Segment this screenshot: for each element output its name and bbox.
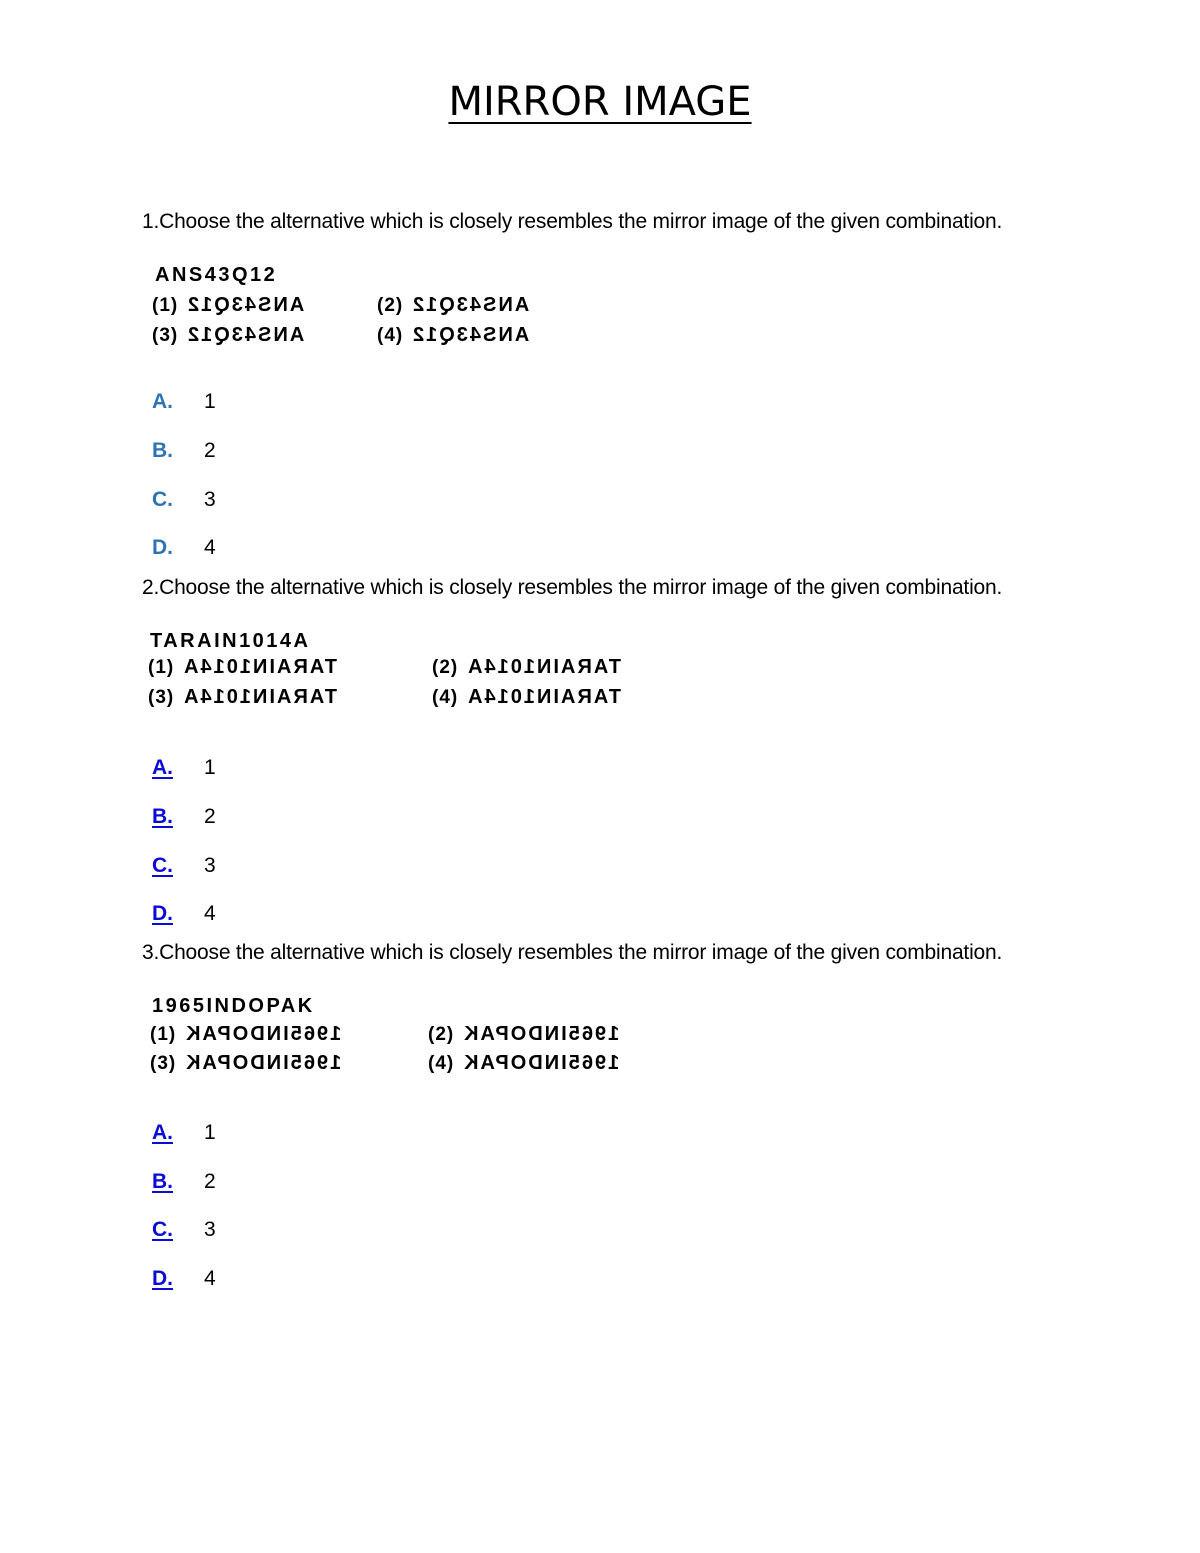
- question-3: [142, 940, 1042, 1074]
- answer-letter: C.: [152, 488, 173, 511]
- answer-b[interactable]: [152, 1169, 216, 1195]
- question-text: 1.Choose the alternative which is closely resembles the mirror image of the given combination.: [142, 210, 1003, 233]
- option-3: [150, 1051, 341, 1076]
- question-2: [142, 575, 1042, 708]
- option-3: [152, 323, 305, 348]
- option-number: (3): [152, 325, 179, 346]
- answer-value: 2: [204, 1170, 216, 1193]
- option-number: (1): [150, 1024, 177, 1045]
- answer-value: 4: [204, 1267, 216, 1290]
- answer-letter[interactable]: C.: [152, 854, 173, 877]
- option-number: (4): [428, 1053, 455, 1074]
- answer-value: 4: [204, 902, 216, 925]
- question-1: [142, 209, 1042, 346]
- answer-letter[interactable]: B.: [152, 805, 173, 828]
- answer-a[interactable]: [152, 755, 216, 781]
- page-title: [0, 78, 1200, 126]
- answer-value: 3: [204, 1218, 216, 1241]
- option-4: [377, 323, 530, 348]
- option-2: [377, 293, 530, 318]
- answer-b[interactable]: [152, 438, 216, 464]
- answer-a[interactable]: [152, 389, 216, 415]
- option-figure: 1965INDOPAK: [462, 1023, 620, 1045]
- option-number: (1): [148, 657, 175, 678]
- answer-c[interactable]: [152, 1217, 216, 1243]
- answer-a[interactable]: [152, 1120, 216, 1146]
- option-figure: ANS43Q12: [186, 324, 305, 346]
- answer-value: 3: [204, 488, 216, 511]
- option-1: [152, 293, 305, 318]
- answer-letter: B.: [152, 439, 173, 462]
- option-figure: TARAIN1014A: [182, 686, 338, 708]
- option-1: [150, 1022, 341, 1047]
- option-2: [428, 1022, 619, 1047]
- question-text: 2.Choose the alternative which is closely resembles the mirror image of the given combination.: [142, 576, 1003, 599]
- answer-letter[interactable]: A.: [152, 756, 173, 779]
- option-number: (1): [152, 295, 179, 316]
- given-combination: TARAIN1014A: [150, 630, 311, 652]
- answer-value: 3: [204, 854, 216, 877]
- option-3: [148, 685, 337, 710]
- answer-b[interactable]: [152, 804, 216, 830]
- answer-value: 4: [204, 536, 216, 559]
- answer-letter[interactable]: B.: [152, 1170, 173, 1193]
- option-4: [428, 1051, 619, 1076]
- option-number: (4): [377, 325, 404, 346]
- answer-value: 1: [204, 1121, 216, 1144]
- answer-letter: D.: [152, 536, 173, 559]
- option-figure: 1965INDOPAK: [462, 1052, 620, 1074]
- option-figure: ANS43Q12: [186, 294, 305, 316]
- option-number: (2): [377, 295, 404, 316]
- option-number: (3): [150, 1053, 177, 1074]
- option-figure: TARAIN1014A: [182, 656, 338, 678]
- option-number: (3): [148, 687, 175, 708]
- answer-letter[interactable]: D.: [152, 1267, 173, 1290]
- answer-value: 2: [204, 439, 216, 462]
- answer-letter: A.: [152, 390, 173, 413]
- answer-letter[interactable]: A.: [152, 1121, 173, 1144]
- answer-letter[interactable]: D.: [152, 902, 173, 925]
- option-4: [432, 685, 621, 710]
- option-figure: 1965INDOPAK: [184, 1052, 342, 1074]
- option-2: [432, 655, 621, 680]
- option-figure: 1965INDOPAK: [184, 1023, 342, 1045]
- title-text: MIRROR IMAGE: [448, 79, 752, 125]
- option-figure: ANS43Q12: [411, 324, 530, 346]
- option-figure: TARAIN1014A: [466, 656, 622, 678]
- answer-c[interactable]: [152, 853, 216, 879]
- given-combination: 1965INDOPAK: [152, 995, 315, 1017]
- answer-d[interactable]: [152, 535, 216, 561]
- option-1: [148, 655, 337, 680]
- option-figure: ANS43Q12: [411, 294, 530, 316]
- answer-d[interactable]: [152, 901, 216, 927]
- question-text: 3.Choose the alternative which is closely resembles the mirror image of the given combination.: [142, 941, 1003, 964]
- option-number: (2): [428, 1024, 455, 1045]
- option-number: (4): [432, 687, 459, 708]
- answer-value: 2: [204, 805, 216, 828]
- answer-value: 1: [204, 756, 216, 779]
- answer-d[interactable]: [152, 1266, 216, 1292]
- answer-letter[interactable]: C.: [152, 1218, 173, 1241]
- answer-value: 1: [204, 390, 216, 413]
- answer-c[interactable]: [152, 487, 216, 513]
- given-combination: ANS43Q12: [155, 264, 278, 286]
- option-number: (2): [432, 657, 459, 678]
- option-figure: TARAIN1014A: [466, 686, 622, 708]
